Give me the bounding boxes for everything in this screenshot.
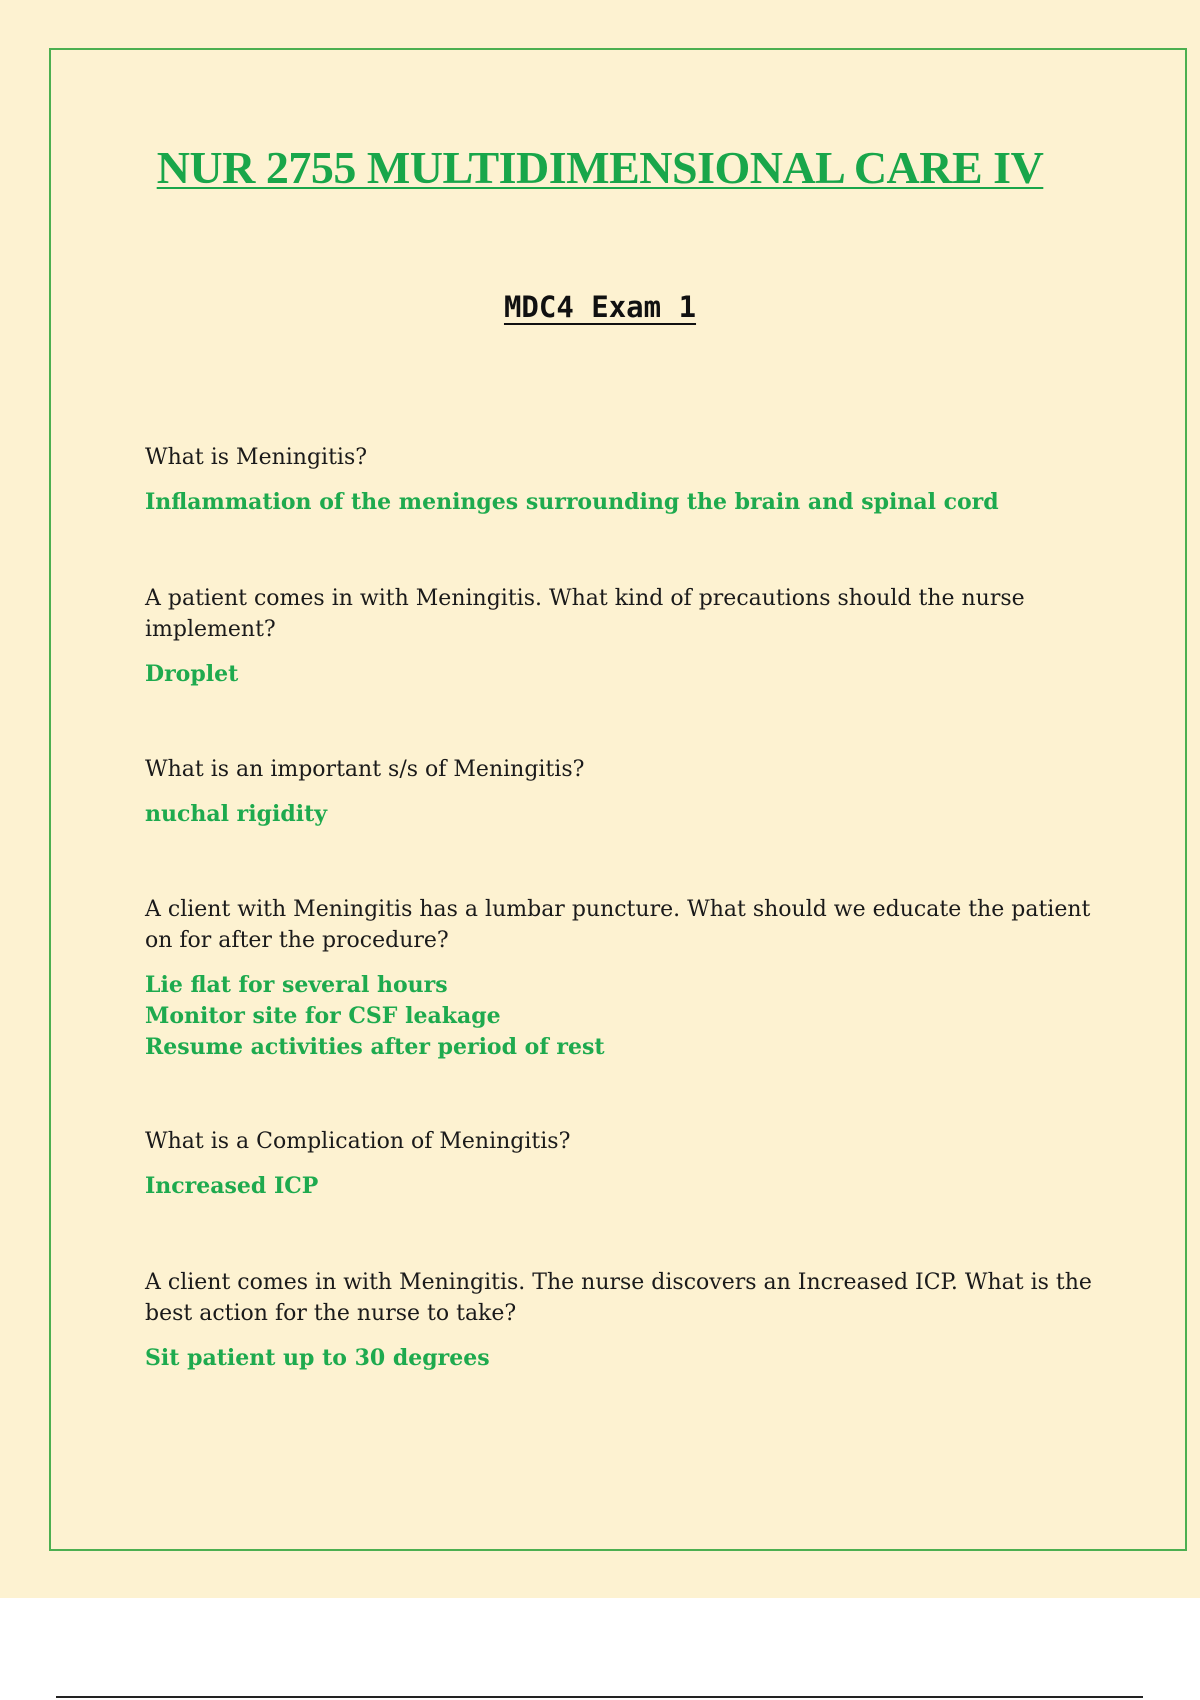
qa-item-6 [145, 1267, 1095, 1374]
footer-divider [56, 1696, 1143, 1698]
answer-text: Resume activities after period of rest [145, 1034, 605, 1060]
document-title-text: NUR 2755 MULTIDIMENSIONAL CARE IV [156, 142, 1044, 193]
answer-block [145, 1171, 1095, 1202]
question-text: A client comes in with Meningitis. The nurse discovers an Increased ICP. What is the best action for the nurse to take? [145, 1270, 1092, 1326]
question-text: What is a Complication of Meningitis? [145, 1129, 571, 1154]
qa-item-2 [145, 583, 1095, 690]
answer-block [145, 487, 1095, 518]
answer-block [145, 659, 1095, 690]
answer-text: Increased ICP [145, 1173, 319, 1199]
question-text: A patient comes in with Meningitis. What kind of precautions should the nurse implement? [145, 586, 1025, 642]
qa-item-3 [145, 754, 1095, 830]
qa-item-4 [145, 894, 1095, 1063]
answer-text: Monitor site for CSF leakage [145, 1003, 501, 1029]
qa-item-1 [145, 442, 1095, 518]
answer-text: Sit patient up to 30 degrees [145, 1345, 490, 1371]
answer-text: Droplet [145, 661, 239, 687]
question-text: A client with Meningitis has a lumbar puncture. What should we educate the patient on for after the procedure? [145, 897, 1091, 953]
answer-text: Lie flat for several hours [145, 972, 448, 998]
question-text: What is an important s/s of Meningitis? [145, 757, 585, 782]
answer-text: Inflammation of the meninges surrounding the brain and spinal cord [145, 489, 999, 515]
question-text: What is Meningitis? [145, 445, 368, 470]
answer-block [145, 970, 1095, 1063]
answer-text: nuchal rigidity [145, 801, 328, 827]
document-title [0, 142, 1200, 193]
document-subtitle-text: MDC4 Exam 1 [503, 290, 697, 324]
document-subtitle [0, 290, 1200, 324]
answer-block [145, 799, 1095, 830]
answer-block [145, 1343, 1095, 1374]
qa-item-5 [145, 1126, 1095, 1202]
